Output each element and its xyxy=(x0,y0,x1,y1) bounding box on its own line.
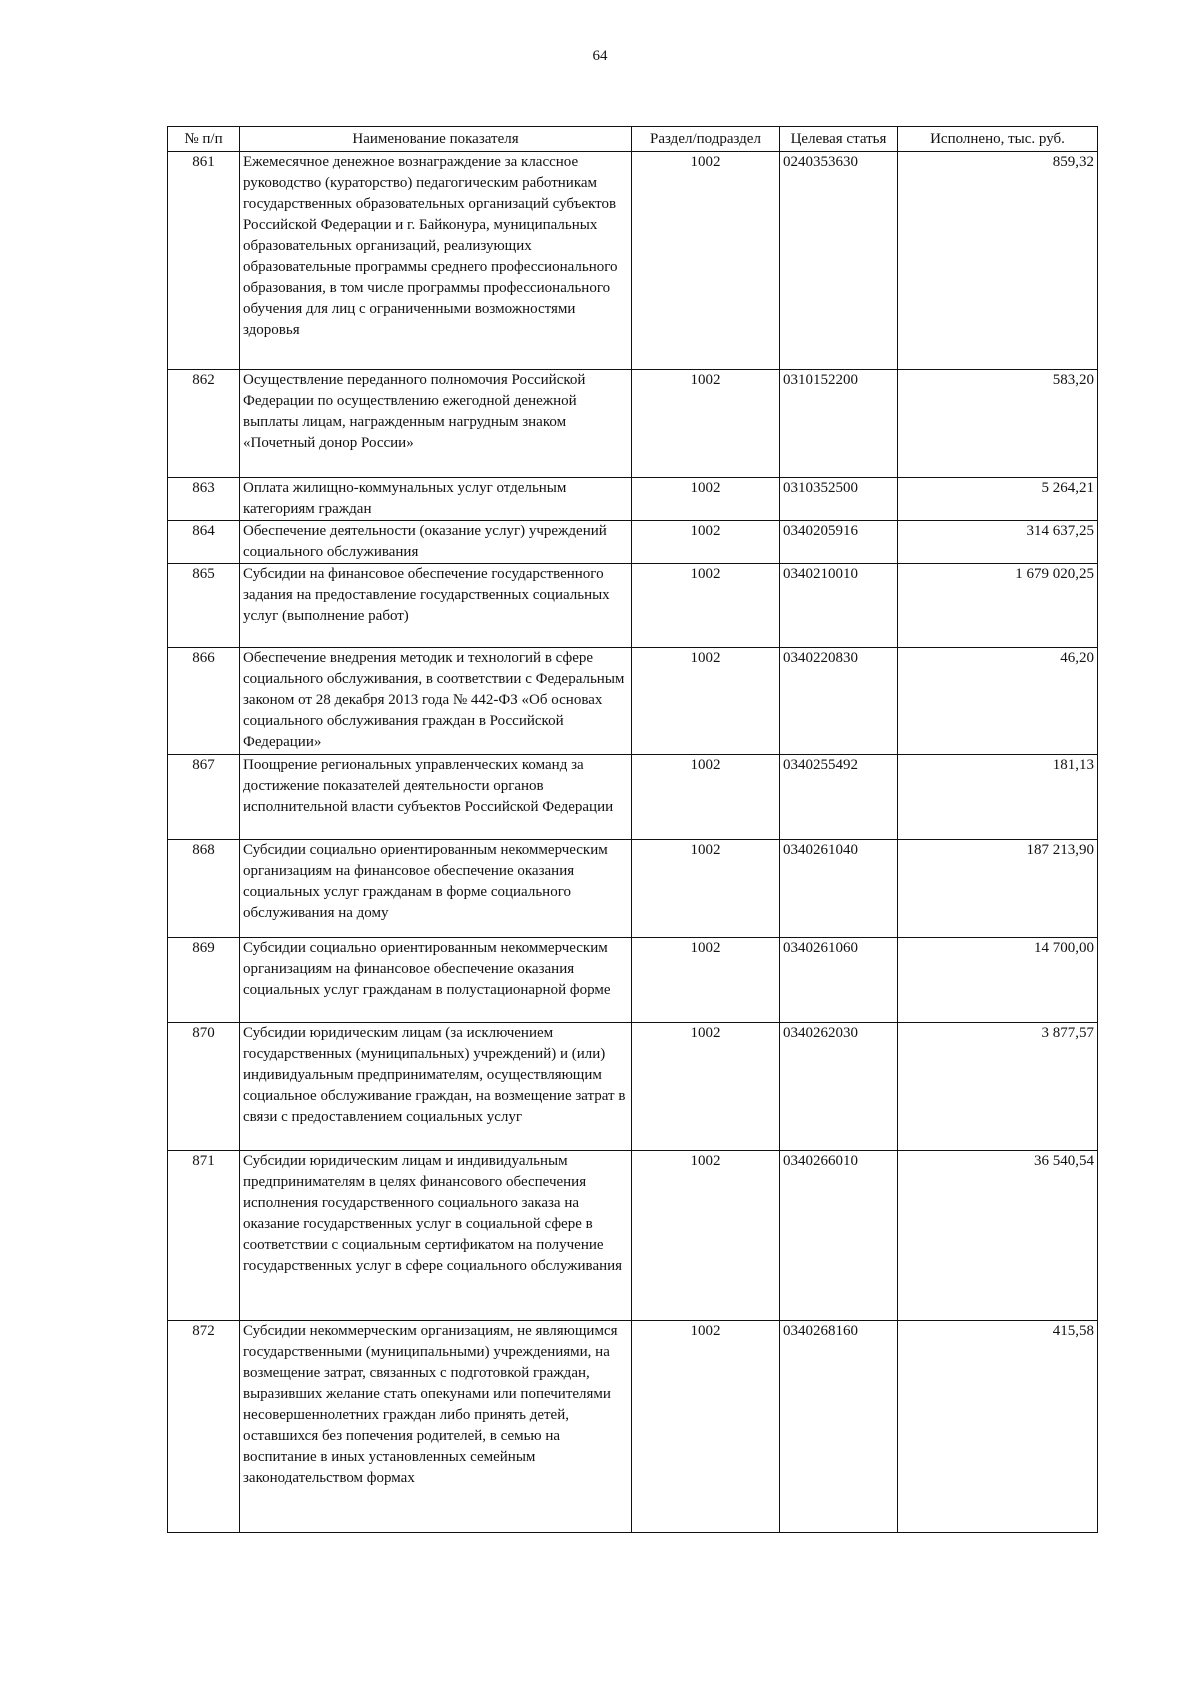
row-num: 864 xyxy=(168,521,240,564)
table-header-row xyxy=(168,127,1098,152)
row-section: 1002 xyxy=(632,152,780,370)
header-name: Наименование показателя xyxy=(240,127,632,152)
row-code: 0340261040 xyxy=(780,840,898,938)
row-value: 181,13 xyxy=(898,755,1098,840)
row-section: 1002 xyxy=(632,755,780,840)
table-row xyxy=(168,1151,1098,1321)
row-value: 859,32 xyxy=(898,152,1098,370)
table-row xyxy=(168,564,1098,648)
row-section: 1002 xyxy=(632,564,780,648)
table-body xyxy=(168,152,1098,1533)
table-row xyxy=(168,1321,1098,1533)
table-row xyxy=(168,152,1098,370)
row-code: 0310152200 xyxy=(780,370,898,478)
row-name: Обеспечение внедрения методик и технологий в сфере социального обслуживания, в соответствии с Федеральным законом от 28 декабря 2013 года № 442-ФЗ «Об основах социального обслуживания граждан в Российской Федерации» xyxy=(240,648,632,755)
row-value: 14 700,00 xyxy=(898,938,1098,1023)
row-code: 0340266010 xyxy=(780,1151,898,1321)
row-code: 0340205916 xyxy=(780,521,898,564)
table-row xyxy=(168,370,1098,478)
row-num: 863 xyxy=(168,478,240,521)
row-code: 0240353630 xyxy=(780,152,898,370)
row-section: 1002 xyxy=(632,840,780,938)
row-num: 867 xyxy=(168,755,240,840)
page-number: 64 xyxy=(592,48,608,64)
row-value: 314 637,25 xyxy=(898,521,1098,564)
header-num: № п/п xyxy=(168,127,240,152)
table-row xyxy=(168,478,1098,521)
row-name: Субсидии юридическим лицам и индивидуальным предпринимателям в целях финансового обеспечения исполнения государственного социального заказа на оказание государственных услуг в социальной сфере в соответствии с социальным сертификатом на получение государственных услуг в сфере социального обслуживания xyxy=(240,1151,632,1321)
row-section: 1002 xyxy=(632,521,780,564)
row-num: 868 xyxy=(168,840,240,938)
row-num: 870 xyxy=(168,1023,240,1151)
row-num: 865 xyxy=(168,564,240,648)
row-num: 869 xyxy=(168,938,240,1023)
row-value: 5 264,21 xyxy=(898,478,1098,521)
row-code: 0340261060 xyxy=(780,938,898,1023)
row-value: 36 540,54 xyxy=(898,1151,1098,1321)
table-row xyxy=(168,648,1098,755)
row-name: Субсидии юридическим лицам (за исключением государственных (муниципальных) учреждений) и (или) индивидуальным предпринимателям, осуществляющим социальное обслуживание граждан, на возмещение затрат в связи с предоставлением социальных услуг xyxy=(240,1023,632,1151)
row-section: 1002 xyxy=(632,370,780,478)
row-num: 872 xyxy=(168,1321,240,1533)
row-value: 46,20 xyxy=(898,648,1098,755)
row-section: 1002 xyxy=(632,478,780,521)
row-value: 1 679 020,25 xyxy=(898,564,1098,648)
row-num: 871 xyxy=(168,1151,240,1321)
header-section: Раздел/подраздел xyxy=(632,127,780,152)
row-code: 0340220830 xyxy=(780,648,898,755)
row-name: Осуществление переданного полномочия Российской Федерации по осуществлению ежегодной денежной выплаты лицам, награжденным нагрудным знаком «Почетный донор России» xyxy=(240,370,632,478)
row-code: 0340268160 xyxy=(780,1321,898,1533)
row-section: 1002 xyxy=(632,648,780,755)
table-row xyxy=(168,1023,1098,1151)
row-section: 1002 xyxy=(632,1321,780,1533)
row-num: 866 xyxy=(168,648,240,755)
row-value: 187 213,90 xyxy=(898,840,1098,938)
table-row xyxy=(168,755,1098,840)
row-num: 862 xyxy=(168,370,240,478)
row-section: 1002 xyxy=(632,1151,780,1321)
row-value: 3 877,57 xyxy=(898,1023,1098,1151)
table-row xyxy=(168,521,1098,564)
row-num: 861 xyxy=(168,152,240,370)
table-row xyxy=(168,840,1098,938)
row-value: 583,20 xyxy=(898,370,1098,478)
row-code: 0340210010 xyxy=(780,564,898,648)
row-code: 0340262030 xyxy=(780,1023,898,1151)
row-section: 1002 xyxy=(632,938,780,1023)
row-name: Субсидии на финансовое обеспечение государственного задания на предоставление государственных социальных услуг (выполнение работ) xyxy=(240,564,632,648)
row-name: Субсидии социально ориентированным некоммерческим организациям на финансовое обеспечение оказания социальных услуг гражданам в полустационарной форме xyxy=(240,938,632,1023)
header-code: Целевая статья xyxy=(780,127,898,152)
row-name: Субсидии некоммерческим организациям, не являющимся государственными (муниципальными) учреждениями, на возмещение затрат, связанных с подготовкой граждан, выразивших желание стать опекунами или попечителями несовершеннолетних граждан либо принять детей, оставшихся без попечения родителей, в семью на воспитание в иных установленных семейным законодательством формах xyxy=(240,1321,632,1533)
row-name: Ежемесячное денежное вознаграждение за классное руководство (кураторство) педагогическим работникам государственных образовательных организаций субъектов Российской Федерации и г. Байконура, муниципальных образовательных организаций, реализующих образовательные программы среднего профессионального образования, в том числе программы профессионального обучения для лиц с ограниченными возможностями здоровья xyxy=(240,152,632,370)
table-row xyxy=(168,938,1098,1023)
row-name: Поощрение региональных управленческих команд за достижение показателей деятельности органов исполнительной власти субъектов Российской Федерации xyxy=(240,755,632,840)
row-code: 0310352500 xyxy=(780,478,898,521)
row-section: 1002 xyxy=(632,1023,780,1151)
row-code: 0340255492 xyxy=(780,755,898,840)
header-value: Исполнено, тыс. руб. xyxy=(898,127,1098,152)
row-name: Оплата жилищно-коммунальных услуг отдельным категориям граждан xyxy=(240,478,632,521)
row-name: Субсидии социально ориентированным некоммерческим организациям на финансовое обеспечение оказания социальных услуг гражданам в форме социального обслуживания на дому xyxy=(240,840,632,938)
row-value: 415,58 xyxy=(898,1321,1098,1533)
row-name: Обеспечение деятельности (оказание услуг) учреждений социального обслуживания xyxy=(240,521,632,564)
budget-execution-table xyxy=(167,126,1098,1533)
